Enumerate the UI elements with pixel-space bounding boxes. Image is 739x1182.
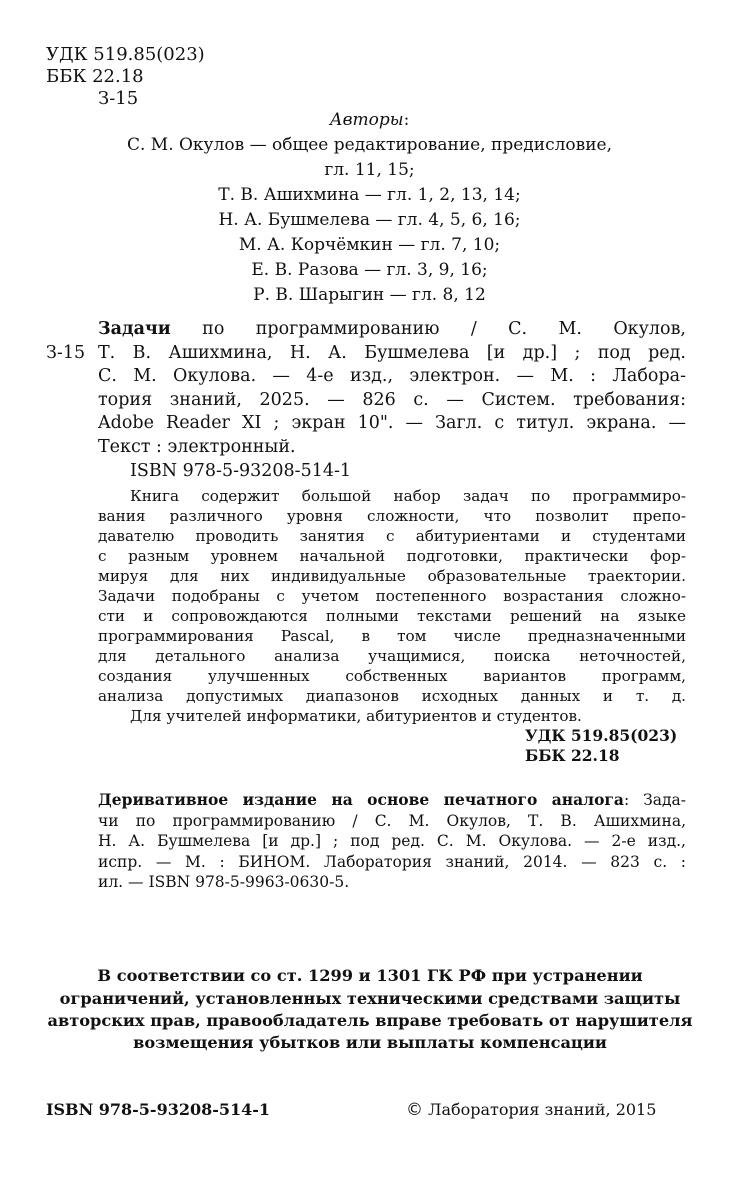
author-line: М. А. Корчёмкин — гл. 7, 10;	[238, 235, 501, 255]
bibliography-line: Adobe Reader XI ; экран 10". — Загл. с титул. экрана. —	[98, 413, 686, 433]
author-line: Т. В. Ашихмина — гл. 1, 2, 13, 14;	[218, 185, 521, 205]
legal-notice-line: авторских прав, правообладатель вправе требовать от нарушителя	[47, 1011, 693, 1030]
annotation-line: мируя для них индивидуальные образовательные траектории.	[98, 567, 686, 585]
derivative-line: испр. — М. : БИНОМ. Лаборатория знаний, 2014. — 823 с. :	[98, 853, 686, 871]
author-line: Н. А. Бушмелева — гл. 4, 5, 6, 16;	[218, 210, 521, 230]
footer-copyright: © Лаборатория знаний, 2015	[406, 1100, 657, 1120]
derivative-line: Н. А. Бушмелева [и др.] ; под ред. С. М. Окулова. — 2-е изд.,	[98, 832, 686, 850]
annotation-line: анализа допустимых диапазонов исходных данных и т. д.	[98, 687, 686, 705]
bibliography-line: тория знаний, 2025. — 826 с. — Систем. требования:	[98, 390, 686, 410]
annotation-line: создания улучшенных собственных вариантов программ,	[98, 667, 686, 685]
derivative-line: чи по программированию / С. М. Окулов, Т. В. Ашихмина,	[98, 812, 686, 830]
annotation-line: Книга содержит большой набор задач по программиро-	[130, 487, 686, 505]
annotation-audience: Для учителей информатики, абитуриентов и студентов.	[130, 707, 582, 725]
bbk-code: ББК 22.18	[46, 66, 144, 87]
annotation-line: Задачи подобраны с учетом постепенного возрастания сложно-	[98, 587, 686, 605]
legal-notice-line: возмещения убытков или выплаты компенсации	[133, 1033, 607, 1052]
bibliography-isbn: ISBN 978-5-93208-514-1	[130, 461, 352, 481]
author-line: Е. В. Разова — гл. 3, 9, 16;	[251, 260, 488, 280]
author-line: гл. 11, 15;	[324, 160, 415, 180]
book-title: Задачи	[98, 319, 171, 339]
author-line: Р. В. Шарыгин — гл. 8, 12	[253, 285, 486, 305]
bibliography-line: Т. В. Ашихмина, Н. А. Бушмелева [и др.] ; под ред.	[98, 343, 686, 363]
legal-notice-line: ограничений, установленных техническими средствами защиты	[59, 989, 681, 1008]
copyright-icon: ©	[406, 1100, 423, 1120]
annotation-line: для детального анализа учащимися, поиска неточностей,	[98, 647, 686, 665]
annotation-udk: УДК 519.85(023)	[525, 726, 678, 745]
derivative-line: Деривативное издание на основе печатного аналога: Зада-	[98, 790, 686, 809]
author-line: С. М. Окулов — общее редактирование, предисловие,	[126, 135, 613, 155]
legal-notice-line: В соответствии со ст. 1299 и 1301 ГК РФ при устранении	[97, 966, 643, 985]
udk-code: УДК 519.85(023)	[46, 44, 205, 65]
annotation-line: с разным уровнем начальной подготовки, практически фор-	[98, 547, 686, 565]
bibliography-line: Задачи по программированию / С. М. Окулов,	[98, 319, 686, 339]
annotation-line: программирования Pascal, в том числе предназначенными	[98, 627, 686, 645]
annotation-line: давателю проводить занятия с абитуриентами и студентами	[98, 527, 686, 545]
authors-heading: Авторы:	[329, 110, 410, 130]
author-mark: З-15	[98, 88, 139, 109]
bibliography-author-mark: З-15	[46, 343, 86, 363]
annotation-line: сти и сопровождаются полными текстами решений на языке	[98, 607, 686, 625]
footer-isbn: ISBN 978-5-93208-514-1	[46, 1100, 271, 1119]
derivative-label: Деривативное издание на основе печатного аналога	[98, 790, 624, 809]
bibliography-line: Текст : электронный.	[98, 437, 296, 457]
bibliography-line: С. М. Окулова. — 4-е изд., электрон. — М. : Лабора-	[98, 366, 686, 386]
annotation-line: вания различного уровня сложности, что позволит препо-	[98, 507, 686, 525]
annotation-bbk: ББК 22.18	[525, 746, 620, 765]
derivative-line: ил. — ISBN 978-5-9963-0630-5.	[98, 873, 350, 891]
